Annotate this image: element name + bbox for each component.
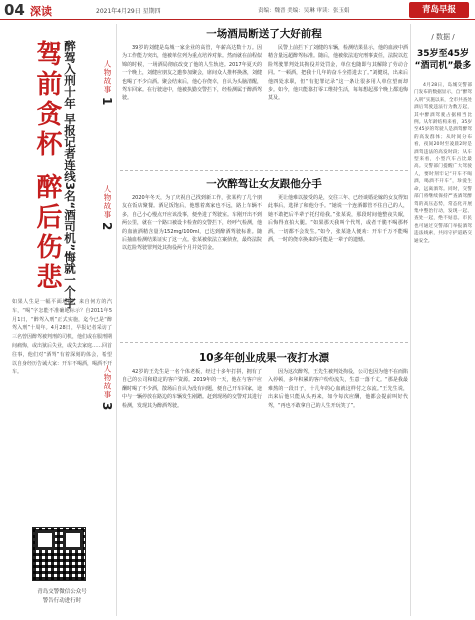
page-header bbox=[0, 0, 475, 20]
story-title: 10多年创业成果一夜打水漂 bbox=[198, 352, 330, 364]
sub-headline: 醉驾入刑十年 早报记者连线3名“酒司机”悔就一个字 bbox=[63, 40, 77, 309]
sidebar-title: 35岁至45岁 “酒司机”最多 bbox=[414, 49, 472, 71]
main-headline: 驾前贪杯 醉后伤悲 bbox=[32, 40, 62, 294]
story-body-col2: 民警上前拦下了刘健的车辆，检测结果显示，他的血液中酒精含量远超醉驾标准。随后，他被依法追究刑事责任，法院以危险驾驶罪判处其拘役并处罚金，单位也随即与其解除了劳动合同。“一顿酒，把我十几年的奋斗全搭进去了。”刘健说，出来后他四处求职，但“有犯罪记录”这一条让很多用人单位望而却步。如今，他只能靠打零工维持生活，每每想起那个晚上都追悔莫及。 bbox=[268, 45, 409, 102]
story-title: 一场酒局断送了大好前程 bbox=[206, 28, 322, 40]
story-body-col2: 因为这次醉驾，王先生被判处拘役，公司也因为他不在而陷入停顿，多年积累的客户纷纷流失，生意一落千丈。“那是我最难熬的一段日子，十几年的心血就这样付之东流。”王先生说，出来后他只能从头再来，如今每次应酬，他都会提前叫好代驾，“再也不敢拿自己的人生开玩笑了”。 bbox=[268, 369, 409, 409]
story-tag-label: 人物故事 bbox=[103, 60, 112, 94]
newspaper-logo: 青岛早报 bbox=[409, 2, 469, 18]
section-divider bbox=[120, 170, 408, 171]
story-tag-1 bbox=[98, 60, 114, 107]
page-number: 04 bbox=[4, 1, 25, 19]
story-title: 一次醉驾让女友跟他分手 bbox=[206, 178, 322, 190]
column-divider bbox=[410, 24, 411, 616]
story-tag-number: 3 bbox=[100, 402, 114, 412]
section-name: 深读 bbox=[30, 5, 52, 18]
qr-caption: 青岛交警微信公众号 警告行动进行时 bbox=[37, 589, 87, 604]
story-tag-label: 人物故事 bbox=[103, 185, 112, 219]
story-tag-number: 2 bbox=[100, 222, 114, 232]
column-divider bbox=[116, 24, 117, 616]
story-tag-label: 人物故事 bbox=[103, 365, 112, 399]
story-body-col1: 39岁的刘健是岛城一家企业的高管，年薪高达数十万。因为工作能力突出，他被单位列为重点培养对象。然而就在前程似锦的时候，一场酒局彻底改变了他的人生轨迹。2017年夏天的一个晚上，刘健应朋友之邀参加聚会，席间众人推杯换盏，刘健也喝了不少白酒。聚会结束后，他心存侥幸，自认为头脑清醒，驾车回家。在行驶途中，他被执勤交警拦下，经检测属于醉酒驾驶。 bbox=[122, 45, 263, 102]
story-tag-2 bbox=[98, 185, 114, 232]
story-body-col1: 2020年冬天，为了庆祝自己找到新工作，张某约了几个朋友在饭店聚餐。酒足饭饱后，他想着离家也不远，路上车辆不多，自己小心慢点开应该没事，便坐进了驾驶室。车刚开出不到两公里，就在一个路口被设卡检查的交警拦下，经呼气检测，他的血液酒精含量为152mg/100ml，已达到醉酒驾驶标准。随后抽血检测结果证实了这一点。张某被依法立案侦查，最终法院以危险驾驶罪判处其拘役两个月并处罚金。 bbox=[122, 195, 263, 252]
story-body-col1: 42岁的王先生是一名个体老板，经过十多年打拼，拥有了自己的公司和稳定的客户资源。2019年的一天，他在与客户应酬时喝了不少酒，散场后自认为没有问题，便自己开车回家，途中与一辆停放在路边的车辆发生剐蹭。赶到现场的交警对其进行检测，发现其为醉酒驾驶。 bbox=[122, 369, 263, 409]
qr-code-icon[interactable] bbox=[32, 527, 86, 581]
editors-line: 责编：魏晋 美编：吴琳 审读：张玉娟 bbox=[258, 8, 350, 14]
story-body-col2: 更让他难以接受的是，交往三年、已经谈婚论嫁的女友得知此事后，选择了和他分手。“她说一个连酒都管不住自己的人，她不敢把后半辈子托付给我。”张某说，那段时间他整夜失眠，后悔得直拍大腿。“如果那天我叫个代驾，或者干脆不喝那杯酒，一切都不会发生。”如今，张某逢人便劝：开车千万不能喝酒，一时的侥幸换来的可能是一辈子的遗憾。 bbox=[268, 195, 409, 244]
sidebar-body: 4月28日，岛城交警部门发布的数据显示，自“醉驾入刑”实施以来，全市共查处酒后驾驶违法行为数万起，其中醉酒驾驶占据相当比例。从年龄结构来看，35岁至45岁的驾驶人是酒驾醉驾的高发群体；从时间分布看，夜间20时至凌晨2时是酒驾违法的高发时段；从车型来看，小型汽车占比最高。交警部门提醒广大驾驶人，要时刻牢记“开车不喝酒，喝酒不开车”，珍爱生命，远离酒驾。同时，交警部门将继续保持严查酒驾醉驾的高压态势，常态化开展集中整治行动，发现一起、查处一起，绝不姑息。市民也可通过交警部门举报酒驾违法线索，共同守护道路交通安全。 bbox=[414, 83, 472, 244]
story-tag-number: 1 bbox=[100, 97, 114, 107]
section-divider bbox=[120, 342, 408, 343]
sidebar-label: / 数据 / bbox=[431, 33, 455, 41]
intro-paragraph: 如果人生是一幅平面地图，来自何方的汽车，“喝”字怎能不准确地标示？自2011年5月1日，“醉驾入刑”正式实施，迄今已是“醉驾入刑”十周年。4月28日，早报记者采访了三名曾因醉驾被判刑的司机，他们或在服刑期间痛悔，或出狱后失业，或失去家庭……回首往事，他们对“酒驾”有着深刻的体会，希望以自身经历告诫大家：开车不喝酒，喝酒不开车。 bbox=[12, 299, 113, 376]
issue-date: 2021年4月29日 星期四 bbox=[96, 8, 161, 15]
